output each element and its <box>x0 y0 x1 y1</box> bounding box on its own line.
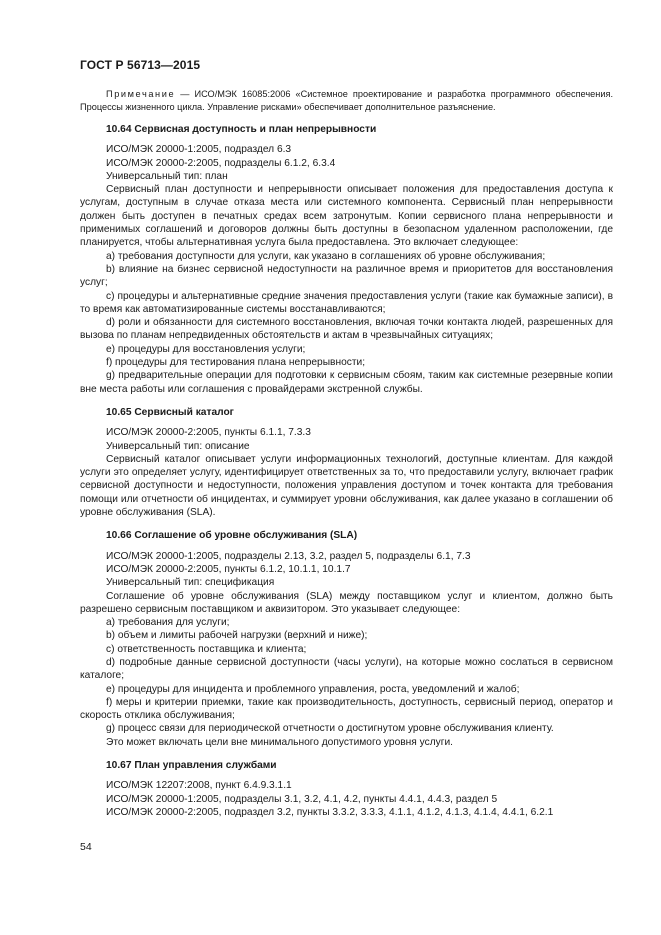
list-item: a) требования доступности для услуги, как указано в соглашениях об уровне обслуживания; <box>106 250 546 262</box>
note-paragraph <box>80 88 613 113</box>
list-item: a) требования для услуги; <box>106 617 230 629</box>
page-content <box>80 88 613 819</box>
section-10-67 <box>80 759 613 819</box>
note-label: Примечание <box>106 89 176 99</box>
list-item: f) процедуры для тестирования плана непрерывности; <box>106 357 366 369</box>
section-title: 10.67 План управления службами <box>106 760 277 772</box>
note-text: — ИСО/МЭК 16085:2006 «Системное проектирование и разработка программного обеспечения. Процессы жизненного цикла. Управление рисками» обеспечивает дополнительное разъяснение. <box>80 89 613 112</box>
section-paragraph: Сервисный план доступности и непрерывности описывает положения для предоставления доступа к услугам, доступным в случае отказа места или системного компонента. Сервисный план непрерывности должен быть доступен в печатных средах всем затронутым. Копии сервисного плана непрерывности и применимых соглашений и договоров должны быть доступны в безопасном удаленном расположении, где планируется, чтобы альтернативная услуга была предоставлена. Это включает следующее: <box>80 184 613 249</box>
section-title: 10.65 Сервисный каталог <box>106 406 234 418</box>
list-item: g) предварительные операции для подготовки к сервисным сбоям, таким как системные резервные копии вне места работы или соглашения с провайдерами экстренной службы. <box>80 370 613 395</box>
list-item: f) меры и критерии приемки, такие как производительность, доступность, сервисный период, оператор и скорость отклика обслуживания; <box>80 696 613 722</box>
reference-line: ИСО/МЭК 20000-1:2005, подразделы 3.1, 3.2, 4.1, 4.2, пункты 4.4.1, 4.4.3, раздел 5 <box>106 793 498 805</box>
section-paragraph: Сервисный каталог описывает услуги информационных технологий, доступные клиентам. Для каждой услуги это определяет услугу, идентифицирует ответственных за то, что предоставили услугу, включает график сервисной доступности и недоступности, положения управления доступом и точек контакта для требования помощи или отчетности об инцидентах, и суммирует уровни обслуживания, как далее указано в соглашении об уровне обслуживания (SLA). <box>80 453 613 519</box>
reference-line: ИСО/МЭК 20000-2:2005, пункты 6.1.1, 7.3.3 <box>106 427 311 439</box>
list-item: b) объем и лимиты рабочей нагрузки (верхний и ниже); <box>106 630 368 642</box>
list-item: d) роли и обязанности для системного восстановления, включая точки контакта людей, разрешенных для вызова по планам непредвиденных обстоятельств и актам в чрезвычайных ситуациях; <box>80 317 613 342</box>
list-item: c) процедуры и альтернативные средние значения предоставления услуги (такие как бумажные записи), в то время как автоматизированные системы восстанавливаются; <box>80 290 613 315</box>
section-title: 10.66 Соглашение об уровне обслуживания (SLA) <box>106 530 358 542</box>
page-number: 54 <box>80 841 92 853</box>
closing-line: Это может включать цели вне минимального допустимого уровня услуги. <box>106 736 453 748</box>
section-10-65 <box>80 406 613 519</box>
section-10-64 <box>80 123 613 396</box>
reference-line: Универсальный тип: план <box>106 170 228 182</box>
list-item: e) процедуры для восстановления услуги; <box>106 343 306 355</box>
list-item: b) влияние на бизнес сервисной недоступности на различное время и приоритетов для восстановления услуг; <box>80 263 613 289</box>
standard-header: ГОСТ Р 56713—2015 <box>80 58 201 72</box>
reference-line: ИСО/МЭК 20000-2:2005, подразделы 6.1.2, 6.3.4 <box>106 157 336 169</box>
reference-line: ИСО/МЭК 20000-2:2005, подраздел 3.2, пункты 3.3.2, 3.3.3, 4.1.1, 4.1.2, 4.1.3, 4.1.4, 4.4.1, 6.2.1 <box>106 806 554 818</box>
reference-line: Универсальный тип: спецификация <box>106 577 275 589</box>
reference-line: ИСО/МЭК 20000-1:2005, подразделы 2.13, 3.2, раздел 5, подразделы 6.1, 7.3 <box>106 550 471 562</box>
list-item: e) процедуры для инцидента и проблемного управления, роста, уведомлений и жалоб; <box>106 683 520 695</box>
reference-line: Универсальный тип: описание <box>106 440 250 452</box>
section-title: 10.64 Сервисная доступность и план непрерывности <box>106 124 377 135</box>
reference-line: ИСО/МЭК 20000-2:2005, пункты 6.1.2, 10.1.1, 10.1.7 <box>106 563 351 575</box>
section-10-66 <box>80 529 613 749</box>
list-item: d) подробные данные сервисной доступности (часы услуги), на которые можно сослаться в сервисном каталоге; <box>80 656 613 682</box>
reference-line: ИСО/МЭК 12207:2008, пункт 6.4.9.3.1.1 <box>106 780 292 792</box>
section-paragraph: Соглашение об уровне обслуживания (SLA) между поставщиком услуг и клиентом, должно быть разрешено сервисным поставщиком и аквизитором. Это указывает следующее: <box>80 590 613 615</box>
list-item: c) ответственность поставщика и клиента; <box>106 643 307 655</box>
reference-line: ИСО/МЭК 20000-1:2005, подраздел 6.3 <box>106 144 292 156</box>
list-item: g) процесс связи для периодической отчетности о достигнутом уровне обслуживания клиенту. <box>106 723 554 735</box>
